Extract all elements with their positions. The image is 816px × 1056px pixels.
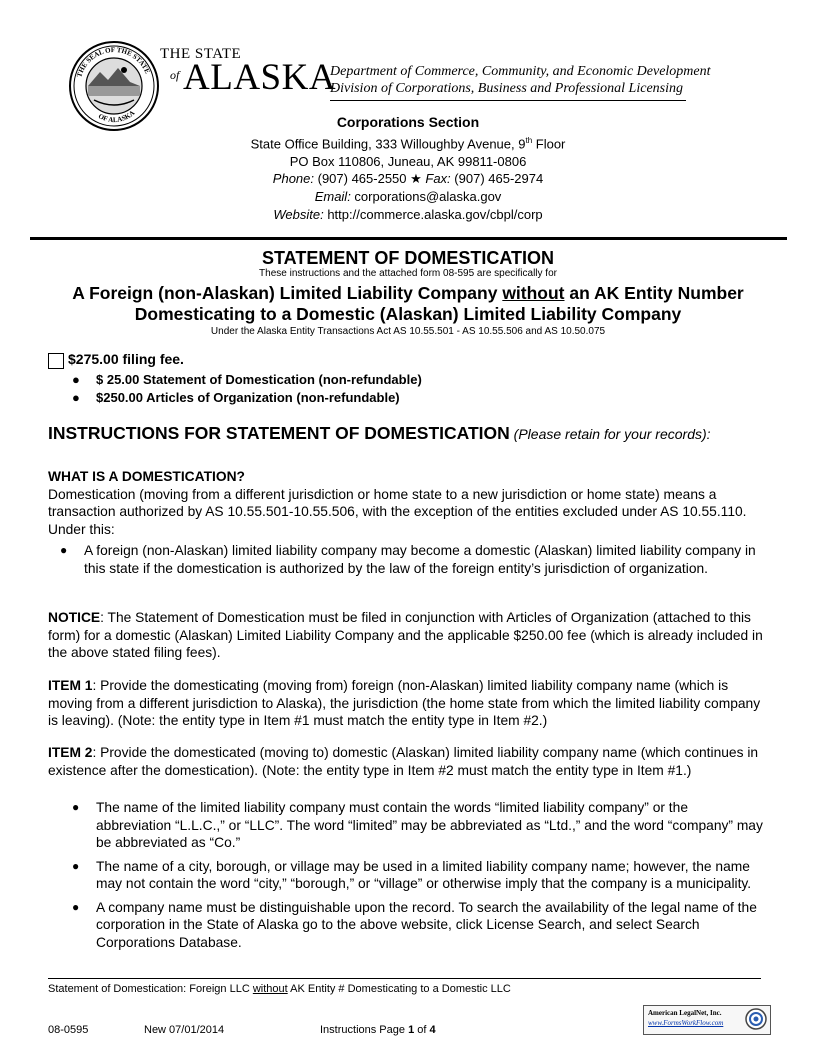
state-label: THE STATE: [160, 46, 242, 62]
divider: [330, 100, 686, 101]
document-heading: [0, 283, 816, 325]
email-line: Email: corporations@alaska.gov: [314, 189, 502, 205]
website-line: Website: http://commerce.alaska.gov/cbpl/corp: [273, 206, 543, 222]
section-title: Corporations Section: [336, 114, 480, 130]
fee-item: ● $ 25.00 Statement of Domestication (non-refundable): [72, 372, 422, 387]
state-name: ALASKA: [183, 57, 337, 98]
heading-line-1: A Foreign (non-Alaskan) Limited Liability Company without an AK Entity Number: [72, 283, 744, 303]
list-item: ● The name of a city, borough, or village may be used in a limited liability company name; however, the name may not contain the word “city,” “borough,” or “village” or otherwise imply that the company is a municipality.: [72, 858, 752, 891]
list-item: ● The name of the limited liability company must contain the words “limited liability company” or the abbreviation “L.L.C.,” or “LLC”. The word “limited” may be abbreviated as “Ltd.,” and the word “company” may be abbreviated as “Co.”: [72, 800, 763, 850]
department-block: [330, 63, 711, 97]
filing-fee-title: $275.00 filing fee.: [68, 351, 184, 367]
contact-block: [0, 114, 816, 224]
department-name: Department of Commerce, Community, and Economic Development: [330, 64, 711, 79]
email-link[interactable]: corporations@alaska.gov: [350, 189, 502, 205]
document-title: STATEMENT OF DOMESTICATION: [262, 248, 554, 268]
what-bullets: [60, 542, 764, 583]
what-heading: WHAT IS A DOMESTICATION?: [48, 469, 245, 484]
logo-name: American LegalNet, Inc.: [648, 1009, 722, 1017]
revision-date: New 07/01/2014: [144, 1024, 225, 1036]
phone-fax-line: Phone: (907) 465-2550 ★ Fax: (907) 465-2974: [272, 171, 544, 187]
svg-text:OF ALASKA: OF ALASKA: [96, 108, 137, 125]
form-number: 08-0595: [48, 1024, 89, 1036]
section-divider: [30, 237, 787, 240]
list-item: ● A foreign (non-Alaskan) limited liability company may become a domestic (Alaskan) limited liability company in this state if the domestication is authorized by the law of the foreign entity’s jurisdiction of organization.: [60, 543, 756, 576]
act-reference: Under the Alaska Entity Transactions Act AS 10.55.501 - AS 10.55.506 and AS 10.50.075: [210, 326, 606, 337]
list-item: ● A company name must be distinguishable upon the record. To search the availability of the legal name of the corporation in the State of Alaska go to the above website, click License Search, and select Search Corporations Database.: [72, 899, 757, 950]
logo-url[interactable]: www.FormsWorkFlow.com: [648, 1019, 724, 1027]
website-link[interactable]: http://commerce.alaska.gov/cbpl/corp: [323, 206, 543, 222]
instructions-heading: INSTRUCTIONS FOR STATEMENT OF DOMESTICATION (Please retain for your records):: [48, 423, 711, 443]
globe-icon: [745, 1008, 767, 1030]
what-is-domestication: [48, 468, 764, 538]
address-line-2: PO Box 110806, Juneau, AK 99811-0806: [289, 153, 527, 169]
filing-fee-checkbox[interactable]: [48, 353, 64, 369]
document-subtitle: These instructions and the attached form 08-595 are specifically for: [259, 268, 557, 279]
what-text: Domestication (moving from a different jurisdiction or home state to a new jurisdiction or home state) means a transaction authorized by AS 10.55.501-10.55.506, with the exception of the entities excluded under AS 10.55.110. Under this:: [48, 486, 747, 537]
item-2-bullets: [72, 799, 764, 957]
american-legalnet-logo[interactable]: [643, 1005, 771, 1035]
address-line-1: State Office Building, 333 Willoughby Avenue, 9th Floor: [250, 135, 566, 152]
footer-divider: [48, 978, 761, 979]
heading-line-2: Domesticating to a Domestic (Alaskan) Limited Liability Company: [134, 304, 682, 324]
item-1-paragraph: ITEM 1: Provide the domesticating (moving from) foreign (non-Alaskan) limited liability company name (which is moving from a different jurisdiction to Alaska), the jurisdiction (the home state from which the limited liability company is leaving). (Note: the entity type in Item #1 must match the entity type in Item #2.): [48, 678, 761, 728]
svg-text:THE SEAL OF THE STATE: THE SEAL OF THE STATE: [75, 45, 152, 79]
footer-description: Statement of Domestication: Foreign LLC without AK Entity # Domesticating to a Domestic LLC: [48, 983, 511, 995]
notice-paragraph: NOTICE: The Statement of Domestication must be filed in conjunction with Articles of Organization (attached to this form) for a domestic (Alaskan) Limited Liability Company and the applicable $250.00 fee (which is already included in the above stated filing fees).: [48, 610, 763, 660]
item-2-paragraph: ITEM 2: Provide the domesticated (moving to) domestic (Alaskan) limited liability company name (which continues in existence after the domestication). (Note: the entity type in Item #2 must match the entity type in Item #1.): [48, 745, 759, 778]
page-indicator: Instructions Page 1 of 4: [320, 1024, 436, 1036]
division-name: Division of Corporations, Business and Professional Licensing: [330, 81, 683, 96]
fee-item: ● $250.00 Articles of Organization (non-refundable): [72, 390, 400, 405]
state-of-label: of: [170, 68, 180, 82]
